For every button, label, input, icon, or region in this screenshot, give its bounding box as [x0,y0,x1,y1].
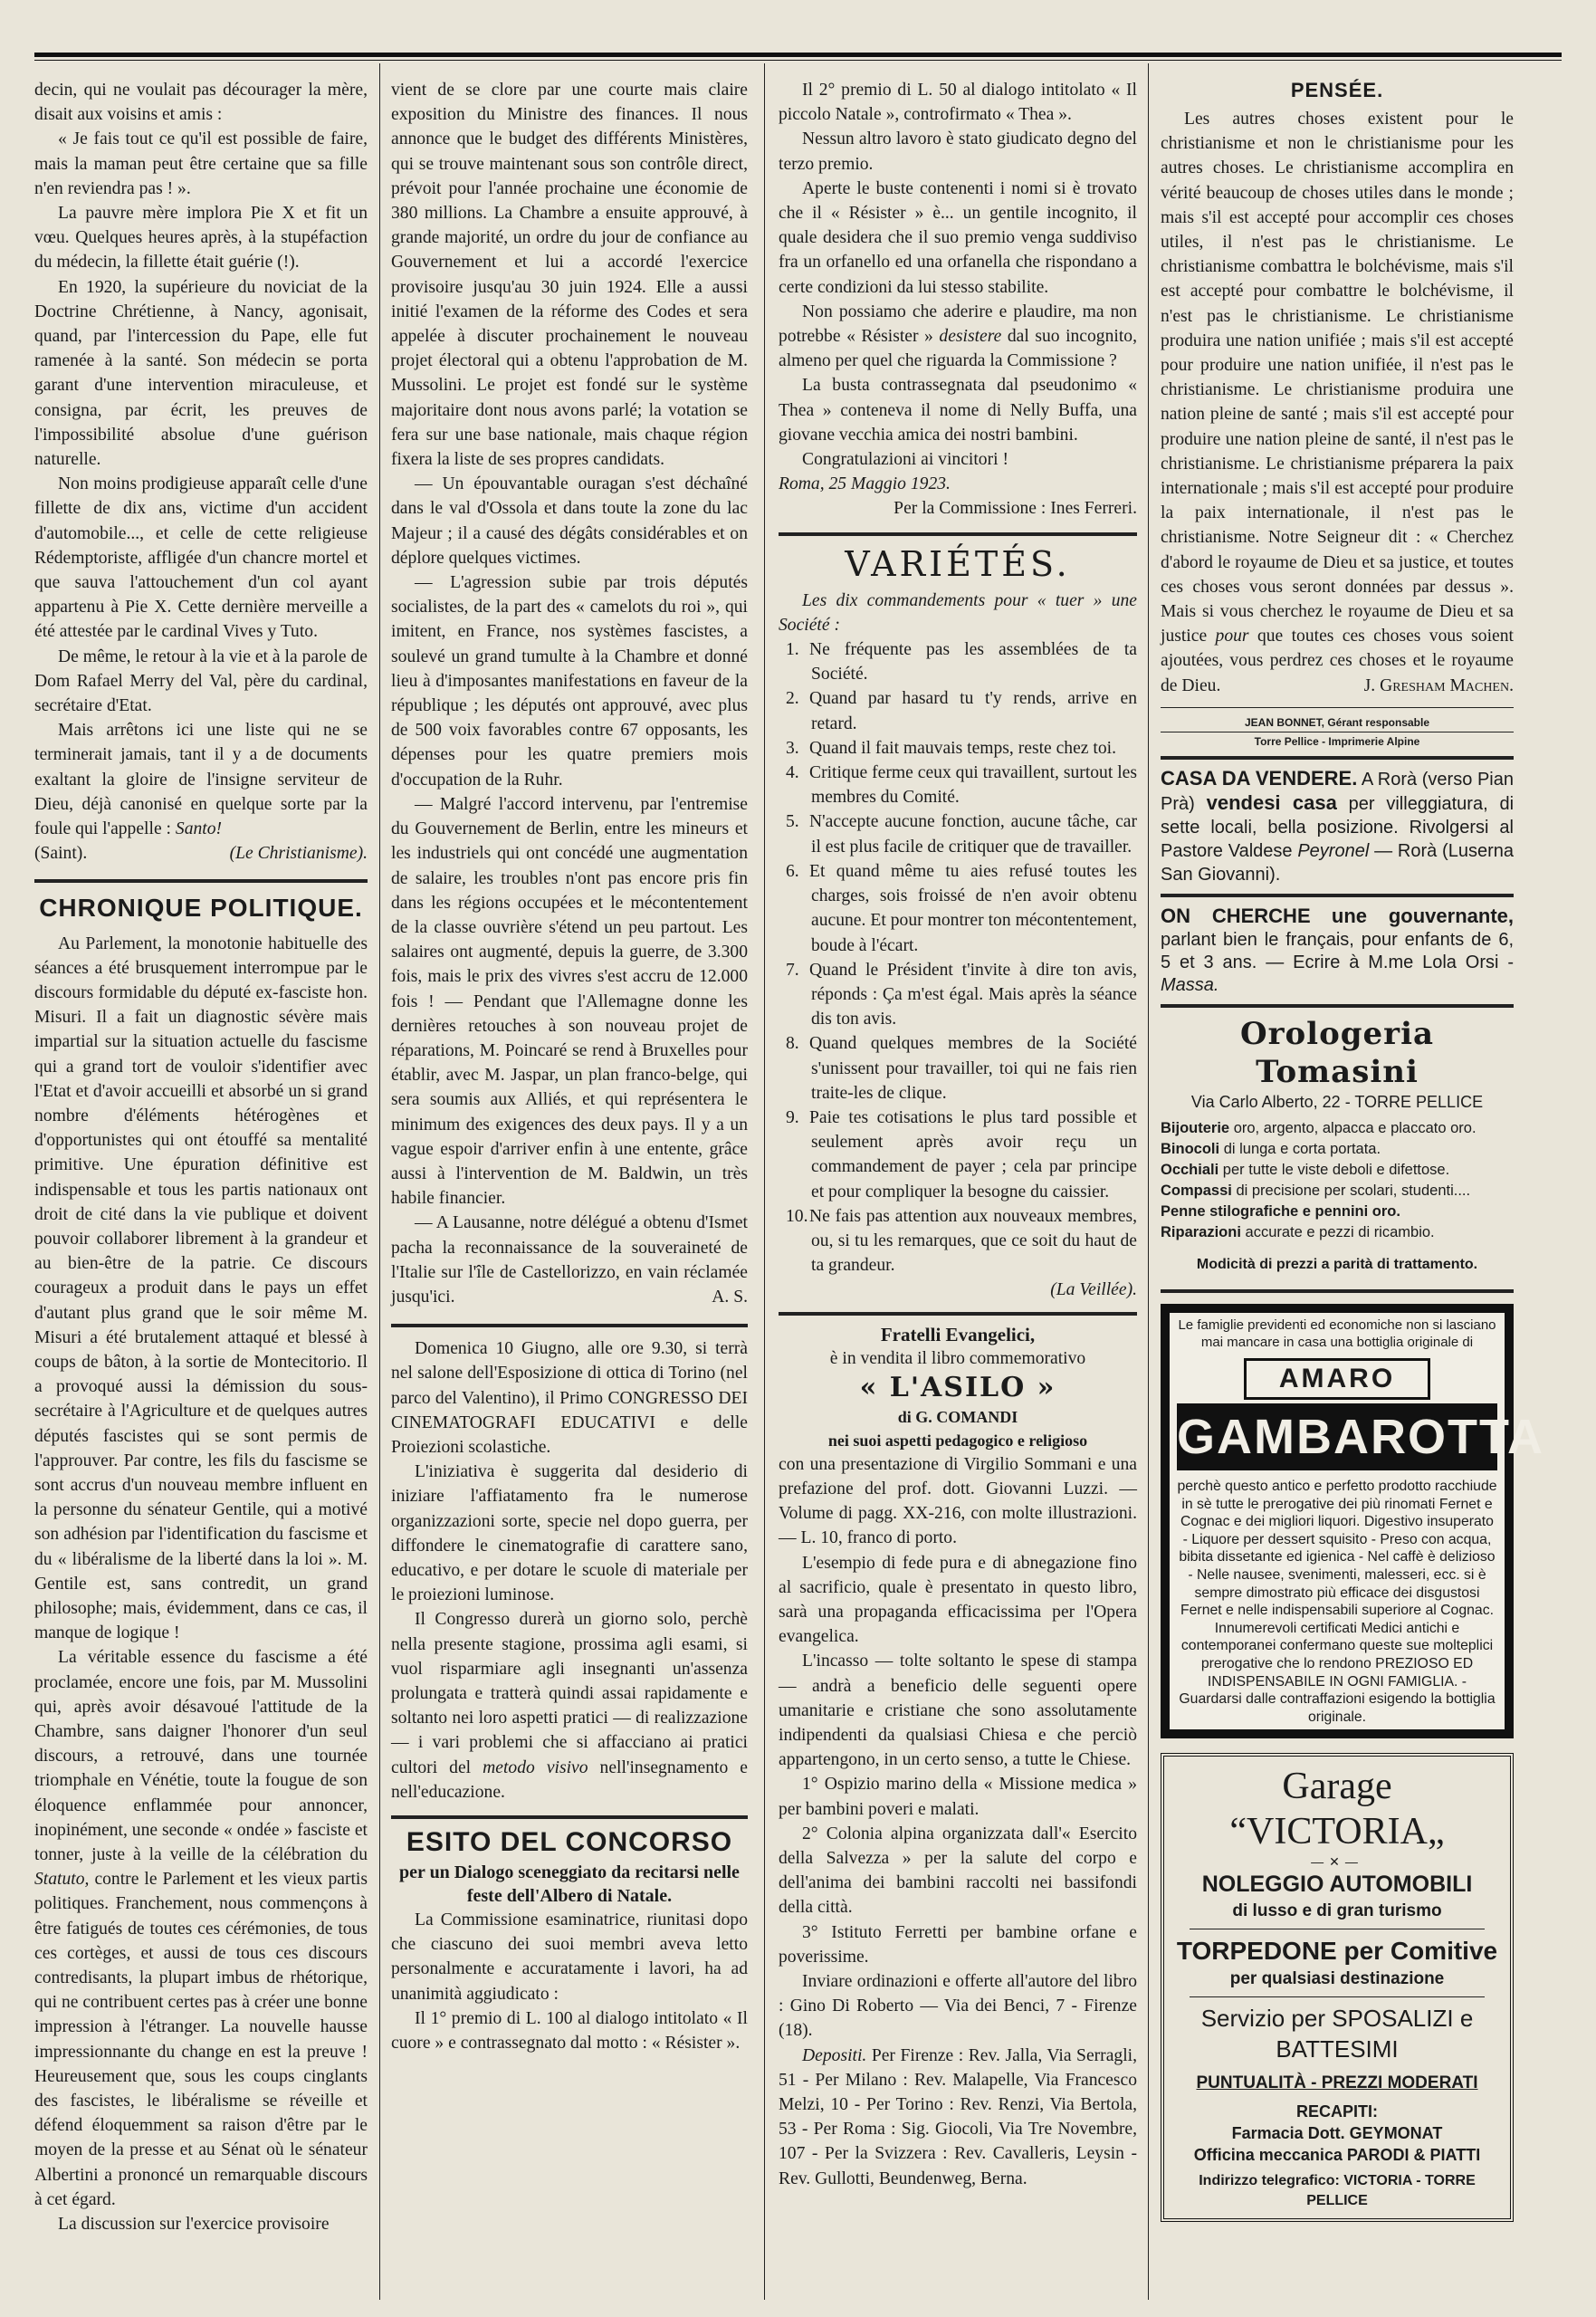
imprimerie: Torre Pellice - Imprimerie Alpine [1254,734,1420,748]
section-title: CHRONIQUE POLITIQUE. [39,893,363,922]
item-text: Ne fréquente pas les assemblées de ta Société. [809,640,1137,685]
ad-line: per qualsiasi destinazione [1229,1969,1445,1989]
text: — A Lausanne, notre délégué a obtenu d'Ismet pacha la reconnaissance de la souveraineté de l'Italie sur l'île de Castellorizzo, en vain réclamée jusqu'ici. [391,1213,748,1307]
paragraph: Nessun altro lavoro è stato giudicato degno del terzo premio. [779,129,1137,174]
ad-line-text: oro, argento, alpacca e placcato oro. [1233,1119,1477,1136]
item-number: 2. [786,689,799,709]
ad-line [1161,1222,1514,1243]
ad-line: di lusso e di gran turismo [1232,1901,1442,1921]
item-text: Et quand même tu aies refusé toutes les charges, sois froissé de n'en avoir obtenu aucune. Et pour montrer ton mécontentement, boude à l'écart. [809,861,1137,955]
text: è in vendita il libro commemorativo [829,1348,1086,1368]
ornament: —✕— [1311,1854,1363,1870]
paragraph: Aperte le buste contenenti i nomi si è trovato che il « Résister » è... un gentile incognito, il quale desidera che il suo premio venga suddiviso fra un orfanello ed una orfanella che rispondano a certe condizioni da lui stesso stabilite. [779,178,1137,297]
text: — Rorà (Luserna San Giovanni). [1161,840,1514,885]
commandment-item [779,958,1137,1032]
subtitle: nei suoi aspetti pedagogico e religioso [827,1431,1088,1450]
paragraph: con una presentazione di Virgilio Sommani e una prefazione del prof. dott. Giovanni Luzzi. — Volume di pagg. XX-216, con molte illustrazioni. — L. 10, franco di porto. [779,1454,1137,1548]
ad-head: CASA DA VENDERE. [1161,766,1358,790]
divider [391,1324,748,1327]
source: (Le Christianisme). [229,844,368,864]
paragraph: Congratulazioni ai vincitori ! [802,450,1008,470]
paragraph: decin, qui ne voulait pas décourager la mère, disait aux voisins et amis : [34,81,368,125]
ad-line-text: di precisione per scolari, studenti.... [1236,1182,1471,1199]
section-title: VARIÉTÉS. [845,543,1071,584]
paragraph: L'iniziativa è suggerita dal desiderio di iniziare l'affiatamento fra le numerose organizzazioni sorte, specie nel dopo guerra, per diffondere le cinematografie di carattere sano, educativo, e per dotare le scuole di materiale per le proiezioni luminose. [391,1462,748,1605]
text: (Saint). [34,844,88,864]
paragraph [34,718,368,866]
ad-head: ON CHERCHE [1161,904,1311,927]
divider [779,532,1137,536]
ad-line [1161,1139,1514,1160]
text: metodo visivo [483,1757,588,1777]
signature: A. S. [712,1287,748,1307]
paragraph: De même, le retour à la vie et à la parole de Dom Rafael Merry del Val, père du cardinal, secrétaire d'Etat. [34,646,368,716]
text: parlant bien le français, pour enfants de 6, 5 et 3 ans. — Ecrire à M.me Lola Orsi - [1161,929,1514,972]
commandment-item [779,761,1137,809]
item-number: 4. [786,763,799,783]
paragraph: vient de se clore par une courte mais claire exposition du Ministre des finances. Il nous annonce que le budget des différents Ministères, qui se trouve maintenant sous son contrôle direct, prévoit pour l'année prochaine une économie de 380 millions. La Chambre a ensuite approuvé, à grande majorité, un ordre du jour de confiance au Gouvernement et lui a accordé l'exercice provisoire jusqu'au 30 juin 1924. Elle a aussi initié l'examen de la réforme des Codes et sera appelée à discuter prochainement le nouveau projet électoral qui a obtenu l'approbation de M. Mussolini. Le projet est fondé sur le système majoritaire dont nous avons parlé; la votation se fera sur une base nationale, mais chaque région fixera la liste de ses propres candidats. [391,81,748,470]
ad-title: Garage “VICTORIA„ [1229,1766,1445,1853]
paragraph: 1° Ospizio marino della « Missione medica » per bambini poveri e malati. [779,1775,1137,1819]
paragraph: — L'agression subie par trois députés socialistes, de la part des « camelots du roi », qui imitent, en France, nos systèmes fascistes, a soulevé un grand tumulte à la Chambre et donné lieu à d'imposantes manifestations en faveur de la république ; les députés ont approuvé, avec plus de 500 voix favorables contre 67 opposants, les dépenses pour les quatre premiers mois d'occupation de la Ruhr. [391,573,748,790]
item-number: 1. [786,640,799,660]
ad-top: Le famiglie previdenti ed economiche non si lasciano mai mancare in casa una bottiglia originale di [1178,1317,1496,1351]
item-text: Ne fais pas attention aux nouveaux membres, ou, si tu les remarques, que ce soit du haut de ta grandeur. [809,1206,1137,1276]
ad-line-text: di lunga e corta portata. [1223,1140,1381,1157]
item-text: Quand le Président t'invite à dire ton avis, réponds : Ça m'est égal. Mais après la séance dis ton avis. [809,960,1137,1029]
ad-line-text: accurate e pezzi di ricambio. [1245,1223,1435,1240]
commandment-list [779,637,1137,1278]
ad-line-bold: Bijouterie [1161,1119,1230,1136]
top-rule-thin [34,60,1562,61]
commandment-item [779,1106,1137,1204]
paragraph: Il 1° premio di L. 100 al dialogo intitolato « Il cuore » e contrassegnato dal motto : « Résister ». [391,2008,748,2054]
ad-line [1161,1160,1514,1181]
ad-gouvernante [1161,905,1514,997]
ad-line-bold: Occhiali [1161,1161,1219,1178]
commandment-item [779,809,1137,858]
text: Santo! [175,819,223,839]
ad-line [1161,1181,1514,1202]
text: pour [1215,627,1249,646]
ad-line-bold: Penne stilografiche e pennini oro. [1161,1202,1400,1220]
item-text: Critique ferme ceux qui travaillent, surtout les membres du Comité. [809,763,1137,808]
column-rule [1148,63,1149,2300]
ad-line: NOLEGGIO AUTOMOBILI [1201,1872,1473,1898]
text: Per Firenze : Rev. Jalla, Via Serragli, 51 - Per Milano : Rev. Malapelle, Via Francesco Melzi, 10 - Per Torino : Rev. Renzi, Via Bertola, 53 - Per Roma : Sig. Giocoli, Via Tre Novembre, 107 - Per la Svizzera : Rev. Cavalleris, Leysin - Rev. Gullotti, Beundenweg, Berna. [779,2045,1137,2188]
ad-lines [1161,1118,1514,1243]
subtitle: per un Dialogo sceneggiato da recitarsi nelle feste dell'Albero di Natale. [399,1862,740,1907]
text: que toutes ces choses vous soient ajoutées, vous perdrez ces choses et le royaume de Dieu. [1161,627,1514,695]
signature: J. Gresham Machen. [1363,675,1514,695]
gerant: JEAN BONNET, Gérant responsable [1244,715,1430,729]
ad-casa [1161,767,1514,886]
label: Depositi. [802,2045,867,2065]
paragraph: « Je fais tout ce qu'il est possible de faire, mais la maman peut être certaine que sa fille n'en reviendra pas ! ». [34,129,368,198]
ad-line-bold: Riparazioni [1161,1223,1241,1240]
ad-line: Officina meccanica PARODI & PIATTI [1193,2146,1481,2165]
text: Non possiamo che aderire e plaudire, ma non potrebbe « Résister » [779,302,1137,347]
item-number: 3. [786,738,799,758]
paragraph [779,300,1137,374]
paragraph: Inviare ordinazioni e offerte all'autore del libro : Gino Di Roberto — Via dei Benci, 7 - Firenze (18). [779,1972,1137,2041]
ad-line-text: per tutte le viste deboli e difettose. [1222,1161,1450,1178]
paragraph: — Un épouvantable ouragan s'est déchaîné dans le val d'Ossola et dans toute la zone du lac Majeur ; il a causé des dégâts considérables et on déplore quelques victimes. [391,474,748,568]
commandment-item [779,686,1137,735]
text: A Rorà (verso Pian Prà) [1161,769,1514,814]
signature: Per la Commissione : Ines Ferreri. [894,499,1137,519]
heading: Fratelli Evangelici, [880,1323,1036,1345]
divider [1161,1004,1514,1008]
paragraph: L'incasso — tolte soltanto le spese di stampa — andrà a beneficio delle seguenti opere umanitarie e cristiane che sono assolutamente indipendenti da qualsiasi Chiesa e che perciò appartengono, in un certo senso, a tutte le Chiese. [779,1652,1137,1770]
column-1 [34,78,368,2236]
item-text: Quand par hasard tu t'y rends, arrive en retard. [809,689,1137,733]
divider [1190,1996,1485,1997]
text: Massa. [1161,974,1219,995]
ad-footer: Indirizzo telegrafico: VICTORIA - TORRE PELLICE [1199,2173,1476,2209]
item-text: Quand il fait mauvais temps, reste chez toi. [809,738,1116,758]
column-rule [379,63,380,2300]
paragraph: — Malgré l'accord intervenu, par l'entremise du Gouvernement de Berlin, entre les mineurs et les industriels qui ont concédé une augmentation de salaire, les troubles n'ont pas encore pris fin dans les régions occupées et le mécontentement de la classe ouvrière s'étend un peu partout. Les salaires ont augmenté, depuis la guerre, de 3.300 fois, mais le prix des vivres s'est accru de 12.000 fois ! — Pendant que l'Allemagne donne les dernières retouches à son nouveau projet de réparations, M. Poincaré se rend à Bruxelles pour établir, avec M. Jaspar, un plan franco-belge, qui sera soumis aux Alliés, et qui représentera le minimum des exigences des deux pays. Il y a un vague espoir d'arriver enfin à une entente, grâce aussi à l'intervention de M. Baldwin, un très habile financier. [391,794,748,1209]
column-3 [779,78,1137,2191]
commandment-item [779,859,1137,958]
ad-address: Via Carlo Alberto, 22 - TORRE PELLICE [1190,1092,1484,1111]
author: di G. COMANDI [897,1407,1018,1426]
divider [34,879,368,883]
item-text: Paie tes cotisations le plus tard possible et seulement après avoir reçu un commandement de payer ; cela par principe et pour compliquer la besogne du caissier. [809,1107,1137,1202]
text: desistere [939,327,1002,347]
paragraph: 2° Colonia alpina organizzata dall'« Esercito della Salvezza » per la salute del corpo e dell'anima dei bambini raccolti nei bassifondi della città. [779,1824,1137,1918]
ad-garage [1161,1753,1514,2222]
paragraph: Il 2° premio di L. 50 al dialogo intitolato « Il piccolo Natale », controfirmato « Thea ». [779,81,1137,125]
ad-line [1161,1118,1514,1139]
divider [1161,756,1514,760]
item-number: 6. [786,861,799,881]
divider [391,1815,748,1819]
divider [1161,1289,1514,1293]
item-text: Quand quelques membres de la Société s'unissent pour travailler, toi qui ne fais rien traite-les de clique. [809,1034,1137,1103]
intro: Les dix commandements pour « tuer » une Société : [779,590,1137,635]
item-number: 8. [786,1034,799,1054]
amaro-label: AMARO [1244,1358,1430,1400]
section-title: PENSÉE. [1290,79,1384,101]
divider [1161,707,1514,708]
top-rule [34,53,1562,57]
ad-line-bold: Compassi [1161,1182,1232,1199]
item-number: 10. [786,1206,808,1226]
column-2 [391,78,748,2055]
paragraph: La pauvre mère implora Pie X et fit un vœu. Quelques heures après, à la stupéfaction du médecin, la fillette était guérie (!). [34,204,368,273]
divider [1161,894,1514,897]
ad-title: Orologeria Tomasini [1239,1015,1435,1090]
ad-line: Servizio per SPOSALIZI e BATTESIMI [1200,2005,1474,2063]
text: nell'insegnamento e nell'educazione. [391,1757,748,1802]
commandment-item [779,736,1137,761]
paragraph [391,1211,748,1309]
commandment-item [779,1204,1137,1278]
text: une gouvernante, [1331,904,1514,927]
paragraph [391,1607,748,1805]
text: Mais arrêtons ici une liste qui ne se terminerait jamais, tant il y a de documents exaltant la gloire de l'insigne serviteur de Dieu, déjà canonisé en quelque sorte par la foule qui l'appelle : [34,721,368,839]
paragraph: Au Parlement, la monotonie habituelle des séances a été brusquement interrompue par le discours formidable du député ex-fasciste hon. Misuri. Il a fait un diagnostic sévère mais impartial sur la situation actuelle du fascisme qui a grand tort de vouloir s'identifier avec l'Etat et d'avoir accueilli et absorbé un si grand nombre d'éléments hétérogènes et d'opportunistes qui ont étouffé sa mentalité primitive. Une épuration définitive est indispensable et tous les partis nationaux ont droit de cité dans la vie publique et doivent pouvoir collaborer librement à la grandeur et au bien-être de la patrie. Ce discours courageux a produit dans le pays un effet d'autant plus grand que le soir même M. Misuri a été brutalement attaqué et blessé à coups de bâton, à la sortie de Montecitorio. Il a provoqué aussi la démission du sous-secrétaire à l'Agriculture et de quelques autres députés fascistes qui se sont permis de l'approuver. Par contre, les fils du fascisme se sont accrus d'un nouveau membre influent en la personne du sénateur Gentile, qui a motivé son adhésion par l'identification du fascisme et du « libéralisme de la liberté dans la loi ». M. Gentile est, sans contredit, un grand philosophe; mais, évidemment, dans ce cas, il manque de logique ! [34,934,368,1643]
paragraph: 3° Istituto Ferretti per bambine orfane e poverissime. [779,1922,1137,1967]
ad-line: RECAPITI: [1296,2102,1378,2121]
text: contre le Parlement et les vieux partis politiques. Franchement, nous commençons à être fatigués de toutes ces cérémonies, de tous ces cortèges, et aussi de tous ces discours contredisants, la plupart imbus de rhétorique, qui ne contribuent certes pas à créer une bonne impression à l'étranger. La nouvelle hausse impressionnante du change en est la preuve ! Heureusement que, sous les coups cinglants des fascistes, le libéralisme se réveille et défend éloquemment sa raison d'être par le moyen de la presse et au Sénat où le sénateur Albertini a prononcé un remarquable discours à cet égard. [34,1870,368,2209]
paragraph [34,1645,368,2212]
brand-name: GAMBAROTTA [1177,1403,1497,1470]
column-rule [764,63,765,2300]
ad-line: Farmacia Dott. GEYMONAT [1231,2124,1443,2143]
date: Roma, 25 Maggio 1923. [779,474,951,494]
item-number: 9. [786,1107,799,1127]
ad-line [1161,1202,1514,1222]
ad-orologeria [1161,1015,1514,1277]
paragraph [779,2044,1137,2191]
text: Statuto, [34,1870,90,1890]
item-number: 5. [786,812,799,832]
paragraph [1161,107,1514,698]
ad-body: perchè questo antico e perfetto prodotto racchiude in sè tutte le prerogative dei più rinomati Fernet e Cognac e dei migliori liquori. Digestivo insuperato - Liquore per dessert squisito - Preso con acqua, bibita dissetante ed igienica - Nel caffè è delizioso - Nelle nausee, svenimenti, malesseri, ecc. si è sempre dimostrato più efficace dei disgustosi Fernet e nelle indispensabili superiore al Cognac. Innumerevoli certificati Medici antichi e contemporanei confermano queste sue molteplici prerogative che lo rendono PREZIOSO ED INDISPENSABILE IN OGNI FAMIGLIA. - Guardarsi dalle contraffazioni esigendo la bottiglia originale. [1177,1479,1497,1725]
ad-amaro [1161,1304,1544,1738]
text: per villeggiatura, di sette locali, bella posizione. Rivolgersi al Pastore Valdese [1161,793,1515,861]
paragraph: La discussion sur l'exercice provisoire [58,2215,330,2235]
text: vendesi casa [1206,790,1337,814]
paragraph: La Commissione esaminatrice, riunitasi dopo che ciascuno dei suoi membri aveva letto personalmente e accuratamente i lavori, ha ad unanimità aggiudicato : [391,1910,748,2004]
text: dal suo incognito, almeno per quel che riguarda la Commissione ? [779,327,1137,371]
commandment-item [779,637,1137,686]
text: Les autres choses existent pour le christianisme et non le christianisme pour les autres choses. Le christianisme accomplira en vérité beaucoup de choses utiles dans le monde ; mais s'il est accepté pour accomplir ces choses utiles, il n'est pas le christianisme. Le christianisme combattra le bolchévisme, mais s'il est accepté pour combattre le bolchévisme, il n'est pas le christianisme. Le christianisme produira une nation unifiée ; mais s'il est accepté pour produire une nation unifiée, il n'est pas le christianisme. Le christianisme produira une nation pleine de santé ; mais s'il est accepté pour produire une nation pleine de santé, il n'est pas le christianisme. Le christianisme préparera la paix internationale ; mais s'il est accepté pour produire la paix internationale, il n'est pas le christianisme. Notre Seigneur dit : « Cherchez d'abord le royaume de Dieu et sa justice, et toutes ces choses vous seront données par dessus ». Mais si vous cherchez le royaume de Dieu et sa justice [1161,110,1514,646]
paragraph: La busta contrassegnata dal pseudonimo « Thea » conteneva il nome di Nelly Buffa, una giovane vecchia amica dei nostri bambini. [779,376,1137,445]
ad-line: PUNTUALITÀ - PREZZI MODERATI [1196,2073,1478,2093]
source: (La Veillée). [1050,1280,1137,1300]
column-4 [1161,78,1544,2222]
ad-line-bold: Binocoli [1161,1140,1220,1157]
paragraph: En 1920, la supérieure du noviciat de la Doctrine Chrétienne, à Nancy, agonisait, quand, par l'intercession du Pape, elle fut ramenée à la santé. Son médecin se porta garant d'une intervention miraculeuse, et consigna, par écrit, les preuves de l'impossibilité absolue d'une guérison naturelle. [34,277,368,470]
book-title: « L'ASILO » [859,1371,1056,1403]
item-number: 7. [786,960,799,980]
text: La véritable essence du fascisme a été proclamée, encore une fois, par M. Mussolini qui, après avoir désavoué l'attitude de la Chambre, sans daigner l'honorer d'un seul discours, a retrouvé, dans une tournée triomphale en Vénétie, toute la fougue de son éloquence enflammée pour annoncer, inopinément, une seconde « ondée » fasciste et tonner, juste à la veille de la célébration du [34,1648,368,1865]
ad-footer: Modicità di prezzi a parità di trattamento. [1196,1256,1478,1272]
item-text: N'accepte aucune fonction, aucune tâche, car il est plus facile de critiquer que de travailler. [809,812,1137,857]
ad-line: TORPEDONE per Comitive [1176,1937,1498,1966]
section-title: ESITO DEL CONCORSO [406,1827,733,1858]
text: Peyronel [1297,840,1370,861]
commandment-item [779,1031,1137,1106]
divider [779,1312,1137,1316]
text: Il Congresso durerà un giorno solo, perchè nella presente stagione, prossima agli esami, si vuol risparmiare agli insegnanti un'assenza prolungata e tratterà quindi assai rapidamente e soltanto nei loro aspetti pratici — di realizzazione — i vari problemi che si affacciano ai pratici cultori del [391,1610,748,1777]
paragraph: Domenica 10 Giugno, alle ore 9.30, si terrà nel salone dell'Esposizione di ottica di Torino (nel parco del Valentino), il Primo CONGRESSO DEI CINEMATOGRAFI EDUCATIVI e delle Proiezioni scolastiche. [391,1339,748,1457]
paragraph: L'esempio di fede pura e di abnegazione fino al sacrificio, quale è presentato in questo libro, sarà una propaganda efficacissima per l'Opera evangelica. [779,1553,1137,1647]
paragraph: Non moins prodigieuse apparaît celle d'une fillette de dix ans, victime d'un accident d'automobile..., et celle de cette religieuse Rédemptoriste, affligée d'un chancre mortel et que sauva l'attouchement d'un col ayant appartenu à Pie X. Cette dernière merveille a été attestée par le cardinal Vives y Tuto. [34,474,368,642]
